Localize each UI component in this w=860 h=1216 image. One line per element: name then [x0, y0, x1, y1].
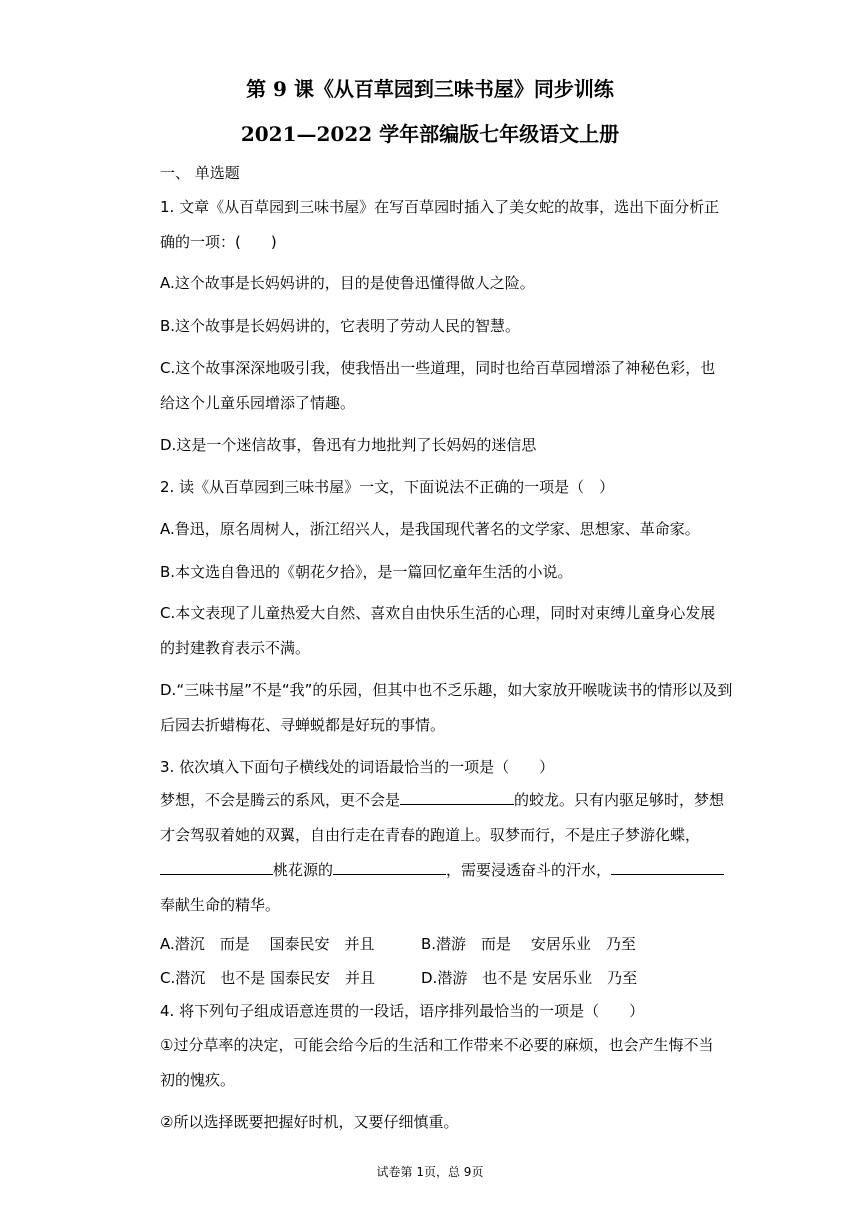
q3-option-d: D.潜游 也不是 安居乐业 乃至: [421, 969, 638, 987]
q4-sentence1-line1: ①过分草率的决定，可能会给今后的生活和工作带来不必要的麻烦，也会产生悔不当: [160, 1036, 714, 1054]
q3-passage-line1: [160, 790, 724, 810]
q3-passage-line4: 奉献生命的精华。: [160, 896, 281, 914]
q3-passage-line3: [160, 860, 724, 880]
page-footer: 试卷第 1页，总 9页: [376, 1165, 484, 1179]
q1-option-a: A.这个故事是长妈妈讲的，目的是使鲁迅懂得做人之险。: [160, 274, 535, 292]
q3-passage-text: ，需要浸透奋斗的汗水，: [446, 861, 612, 879]
q4-stem: 4. 将下列句子组成语意连贯的一段话，语序排列最恰当的一项是（ ）: [160, 1002, 645, 1020]
q1-option-d: D.这是一个迷信故事，鲁迅有力地批判了长妈妈的迷信思: [160, 436, 537, 454]
answer-blank: [611, 860, 724, 875]
answer-blank: [160, 860, 273, 875]
q2-option-c-line2: 的封建教育表示不满。: [160, 639, 311, 657]
document-title: 第 9 课《从百草园到三味书屋》同步训练: [246, 77, 614, 101]
q3-passage-text: 梦想，不会是腾云的系风，更不会是: [160, 791, 401, 809]
q3-passage-text: 桃花源的: [273, 861, 334, 879]
q4-sentence2: ②所以选择既要把握好时机，又要仔细慎重。: [160, 1113, 459, 1131]
answer-blank: [333, 860, 446, 875]
q3-passage-text: 的蛟龙。只有内驱足够时，梦想: [514, 791, 725, 809]
q2-stem: 2. 读《从百草园到三味书屋》一文，下面说法不正确的一项是（ ）: [160, 478, 615, 496]
q1-option-c-line1: C.这个故事深深地吸引我，使我悟出一些道理，同时也给百草园增添了神秘色彩，也: [160, 359, 716, 377]
q1-stem-line1: 1. 文章《从百草园到三味书屋》在写百草园时插入了美女蛇的故事，选出下面分析正: [160, 198, 720, 216]
q1-option-b: B.这个故事是长妈妈讲的，它表明了劳动人民的智慧。: [160, 317, 521, 335]
q4-sentence1-line2: 初的愧疚。: [160, 1071, 236, 1089]
q3-stem: 3. 依次填入下面句子横线处的词语最恰当的一项是（ ）: [160, 758, 555, 776]
answer-blank: [400, 790, 514, 805]
q2-option-b: B.本文选自鲁迅的《朝花夕拾》，是一篇回忆童年生活的小说。: [160, 563, 573, 581]
q1-option-c-line2: 给这个儿童乐园增添了情趣。: [160, 394, 356, 412]
q1-stem-line2: 确的一项：( ): [160, 233, 277, 251]
q2-option-c-line1: C.本文表现了儿童热爱大自然、喜欢自由快乐生活的心理，同时对束缚儿童身心发展: [160, 604, 716, 622]
document-subtitle: 2021—2022 学年部编版七年级语文上册: [240, 122, 620, 146]
section-heading: 一、 单选题: [160, 164, 240, 182]
q3-option-c: C.潜沉 也不是 国泰民安 并且: [160, 969, 376, 987]
q3-option-b: B.潜游 而是 安居乐业 乃至: [421, 935, 636, 953]
q3-passage-line2: 才会驾驭着她的双翼，自由行走在青春的跑道上。驭梦而行，不是庄子梦游化蝶，: [160, 826, 701, 844]
q2-option-d-line1: D.“三味书屋”不是“我”的乐园，但其中也不乏乐趣，如大家放开喉咙读书的情形以及到: [160, 681, 733, 699]
q2-option-d-line2: 后园去折蜡梅花、寻蝉蜕都是好玩的事情。: [160, 716, 446, 734]
q2-option-a: A.鲁迅，原名周树人，浙江绍兴人，是我国现代著名的文学家、思想家、革命家。: [160, 520, 700, 538]
q3-option-a: A.潜沉 而是 国泰民安 并且: [160, 935, 375, 953]
